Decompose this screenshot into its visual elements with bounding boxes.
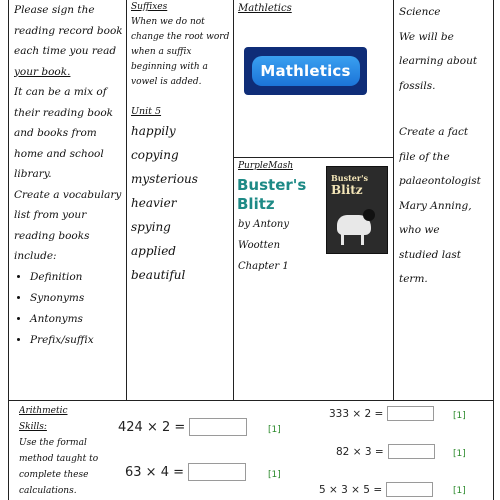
spelling-word: beautiful (131, 268, 186, 282)
reading-line: and books from (14, 127, 97, 139)
arithmetic-instruction: method taught to (19, 454, 99, 464)
spelling-words (131, 119, 231, 287)
reading-line: your book. (14, 65, 71, 78)
arithmetic-panel (19, 403, 99, 499)
arithmetic-instruction: complete these (19, 470, 89, 480)
divider-1 (126, 0, 127, 400)
reading-line: reading books (14, 229, 90, 242)
arithmetic-heading: Skills: (19, 422, 47, 432)
reading-line: reading record book (14, 24, 123, 37)
question-expression: 333 × 2 = (329, 407, 384, 420)
list-item: • Synonyms (30, 288, 124, 309)
reading-line: Create a vocabulary (14, 188, 122, 201)
answer-box[interactable] (388, 444, 435, 459)
reading-line: include: (14, 250, 57, 262)
mathletics-logo[interactable] (244, 47, 367, 95)
mathletics-logo-text: Mathletics (252, 56, 360, 86)
science-line: Create a fact (399, 126, 469, 138)
suffix-rule-line: when a suffix (131, 47, 192, 57)
reading-line: Please sign the (14, 4, 95, 16)
mathletics-heading: Mathletics (238, 3, 292, 14)
arithmetic-instruction: Use the formal (19, 438, 87, 448)
reading-panel (14, 0, 124, 398)
science-line: Science (399, 6, 441, 18)
suffixes-heading: Suffixes (131, 2, 168, 12)
dog-patch (363, 209, 375, 221)
question-expression: 63 × 4 = (125, 464, 184, 480)
mark-label: [1] (268, 470, 281, 480)
answer-box[interactable] (188, 463, 246, 481)
book-details (238, 214, 328, 277)
suffix-rule-line: When we do not (131, 17, 205, 27)
book-title-line: Blitz (237, 195, 275, 213)
science-line: studied last (399, 248, 461, 261)
reading-line: It can be a mix of (14, 86, 107, 98)
question-row (319, 482, 433, 497)
science-line (399, 98, 493, 120)
divider-3 (393, 0, 394, 400)
question-row (118, 418, 247, 436)
suffix-rule-line: vowel is added. (131, 77, 202, 87)
answer-box[interactable] (387, 406, 434, 421)
answer-box[interactable] (189, 418, 247, 436)
question-expression: 5 × 3 × 5 = (319, 483, 383, 496)
cover-title-1: Buster's (331, 173, 369, 183)
vocabulary-list (14, 267, 124, 351)
science-panel (399, 0, 493, 292)
suffixes-panel (131, 0, 231, 398)
list-item: • Antonyms (30, 309, 124, 330)
question-row (336, 444, 435, 459)
list-item: • Prefix/suffix (30, 330, 124, 351)
book-chapter: Chapter 1 (238, 261, 289, 272)
mark-label: [1] (453, 486, 466, 496)
arithmetic-instruction: calculations. (19, 486, 77, 496)
science-line: Mary Anning, (399, 199, 472, 212)
left-border (8, 0, 9, 500)
reading-line: library. (14, 168, 52, 180)
right-border (493, 0, 494, 500)
book-cover-image[interactable] (326, 166, 388, 254)
book-title-line: Buster's (237, 176, 307, 194)
mark-label: [1] (453, 449, 466, 459)
reading-line: their reading book (14, 106, 114, 119)
science-line: We will be (399, 30, 454, 43)
list-item: • Definition (30, 267, 124, 288)
mark-label: [1] (268, 425, 281, 435)
spelling-word: spying (131, 220, 171, 234)
unit-heading: Unit 5 (131, 106, 162, 117)
dog-leg (341, 233, 344, 245)
reading-line: list from your (14, 209, 87, 221)
reading-line: each time you read (14, 45, 117, 57)
cover-title-2: Blitz (331, 183, 363, 197)
arithmetic-heading: Arithmetic (19, 406, 68, 416)
question-expression: 424 × 2 = (118, 419, 186, 435)
suffix-rule-line: change the root word (131, 32, 230, 42)
science-line: who we (399, 224, 440, 236)
reading-line: home and school (14, 147, 104, 160)
science-line: palaeontologist (399, 175, 481, 187)
divider-2 (233, 0, 234, 400)
spelling-word: copying (131, 148, 179, 162)
mark-label: [1] (453, 411, 466, 421)
book-title (237, 176, 327, 214)
dog-leg (361, 233, 364, 245)
science-line: learning about (399, 55, 478, 67)
divider-middle (233, 157, 393, 158)
question-row (125, 463, 246, 481)
question-expression: 82 × 3 = (336, 445, 384, 458)
science-line: term. (399, 273, 428, 285)
book-author-line: by Antony (238, 219, 290, 230)
spelling-word: heavier (131, 196, 177, 210)
question-row (329, 406, 434, 421)
spelling-word: applied (131, 244, 176, 258)
book-author-line: Wootten (238, 240, 281, 251)
answer-box[interactable] (386, 482, 433, 497)
spelling-word: mysterious (131, 172, 198, 186)
divider-bottom (8, 400, 494, 401)
science-line: fossils. (399, 79, 436, 92)
suffix-rule-line: beginning with a (131, 62, 208, 72)
purplemash-heading: PurpleMash (238, 161, 294, 171)
spelling-word: happily (131, 124, 176, 138)
science-line: file of the (399, 150, 450, 163)
